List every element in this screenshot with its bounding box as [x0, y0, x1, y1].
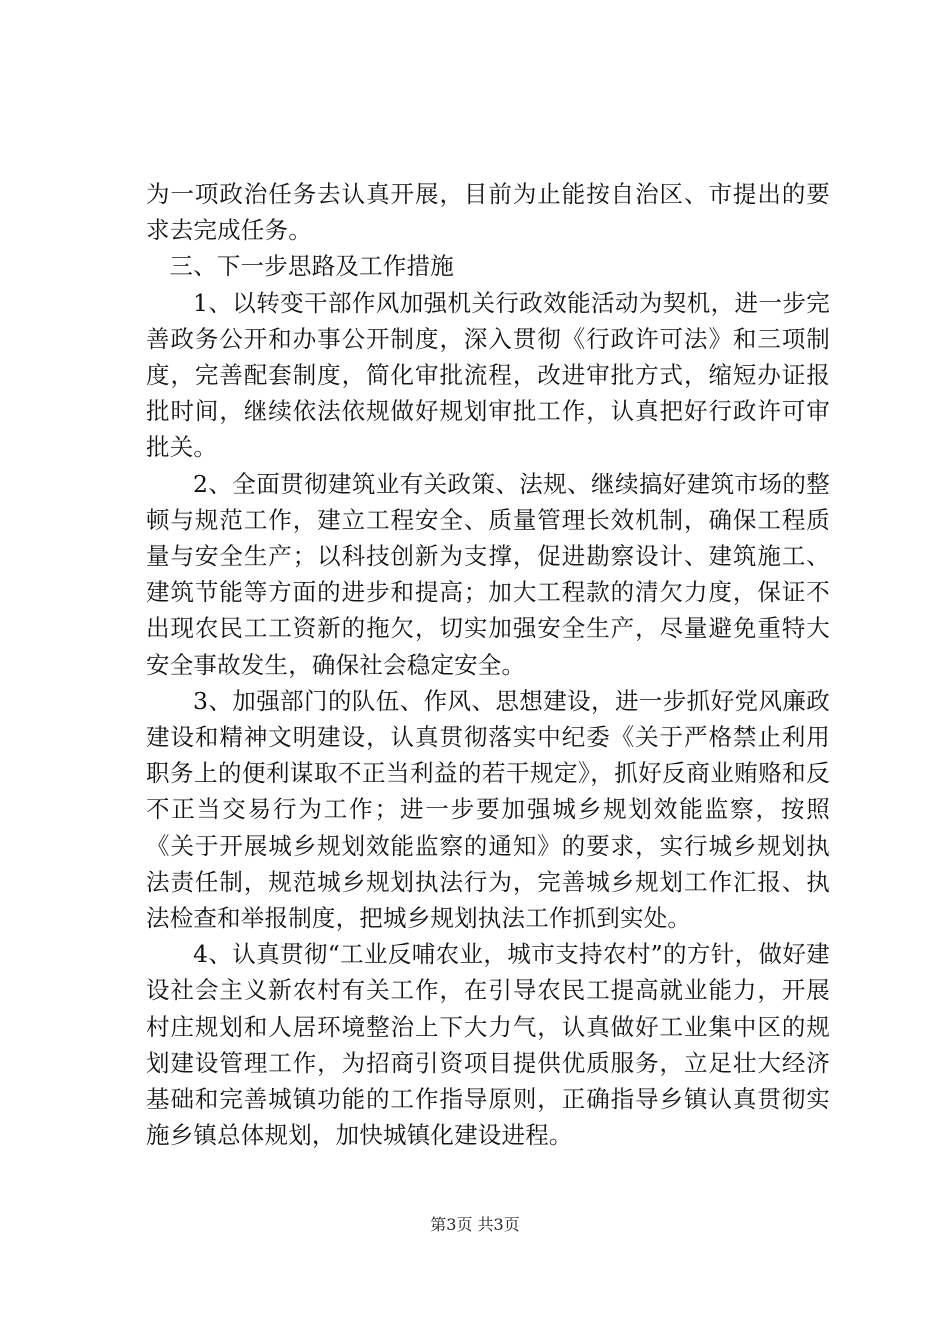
section-heading: 三、下一步思路及工作措施: [169, 252, 454, 281]
paragraph-continuation: 为一项政治任务去认真开展，目前为止能按自治区、市提出的要求去完成任务。: [146, 180, 830, 245]
paragraph-item-4: 4、认真贯彻“工业反哺农业，城市支持农村”的方针，做好建设社会主义新农村有关工作，在引导农民工提高就业能力，开展村庄规划和人居环境整治上下大力气，认真做好工业集中区的规划建设管理工作，为招商引资项目提供优质服务，立足壮大经济基础和完善城镇功能的工作指导原则，正确指导乡镇认真贯彻实施乡镇总体规划，加快城镇化建设进程。: [146, 940, 830, 1150]
paragraph-item-1: 1、以转变干部作风加强机关行政效能活动为契机，进一步完善政务公开和办事公开制度，深入贯彻《行政许可法》和三项制度，完善配套制度，简化审批流程，改进审批方式，缩短办证报批时间，继续依法依规做好规划审批工作，认真把好行政许可审批关。: [146, 288, 830, 462]
paragraph-item-3: 3、加强部门的队伍、作风、思想建设，进一步抓好党风廉政建设和精神文明建设，认真贯彻落实中纪委《关于严格禁止利用职务上的便利谋取不正当利益的若干规定》，抓好反商业贿赂和反不正当交易行为工作；进一步要加强城乡规划效能监察，按照《关于开展城乡规划效能监察的通知》的要求，实行城乡规划执法责任制，规范城乡规划执法行为，完善城乡规划工作汇报、执法检查和举报制度，把城乡规划执法工作抓到实处。: [146, 686, 830, 933]
paragraph-item-2: 2、全面贯彻建筑业有关政策、法规、继续搞好建筑市场的整顿与规范工作，建立工程安全、质量管理长效机制，确保工程质量与安全生产；以科技创新为支撑，促进勘察设计、建筑施工、建筑节能等方面的进步和提高；加大工程款的清欠力度，保证不出现农民工工资新的拖欠，切实加强安全生产，尽量避免重特大安全事故发生，确保社会稳定安全。: [146, 469, 830, 679]
page-footer: 第3页 共3页: [430, 1215, 520, 1234]
document-body: [146, 176, 830, 1153]
